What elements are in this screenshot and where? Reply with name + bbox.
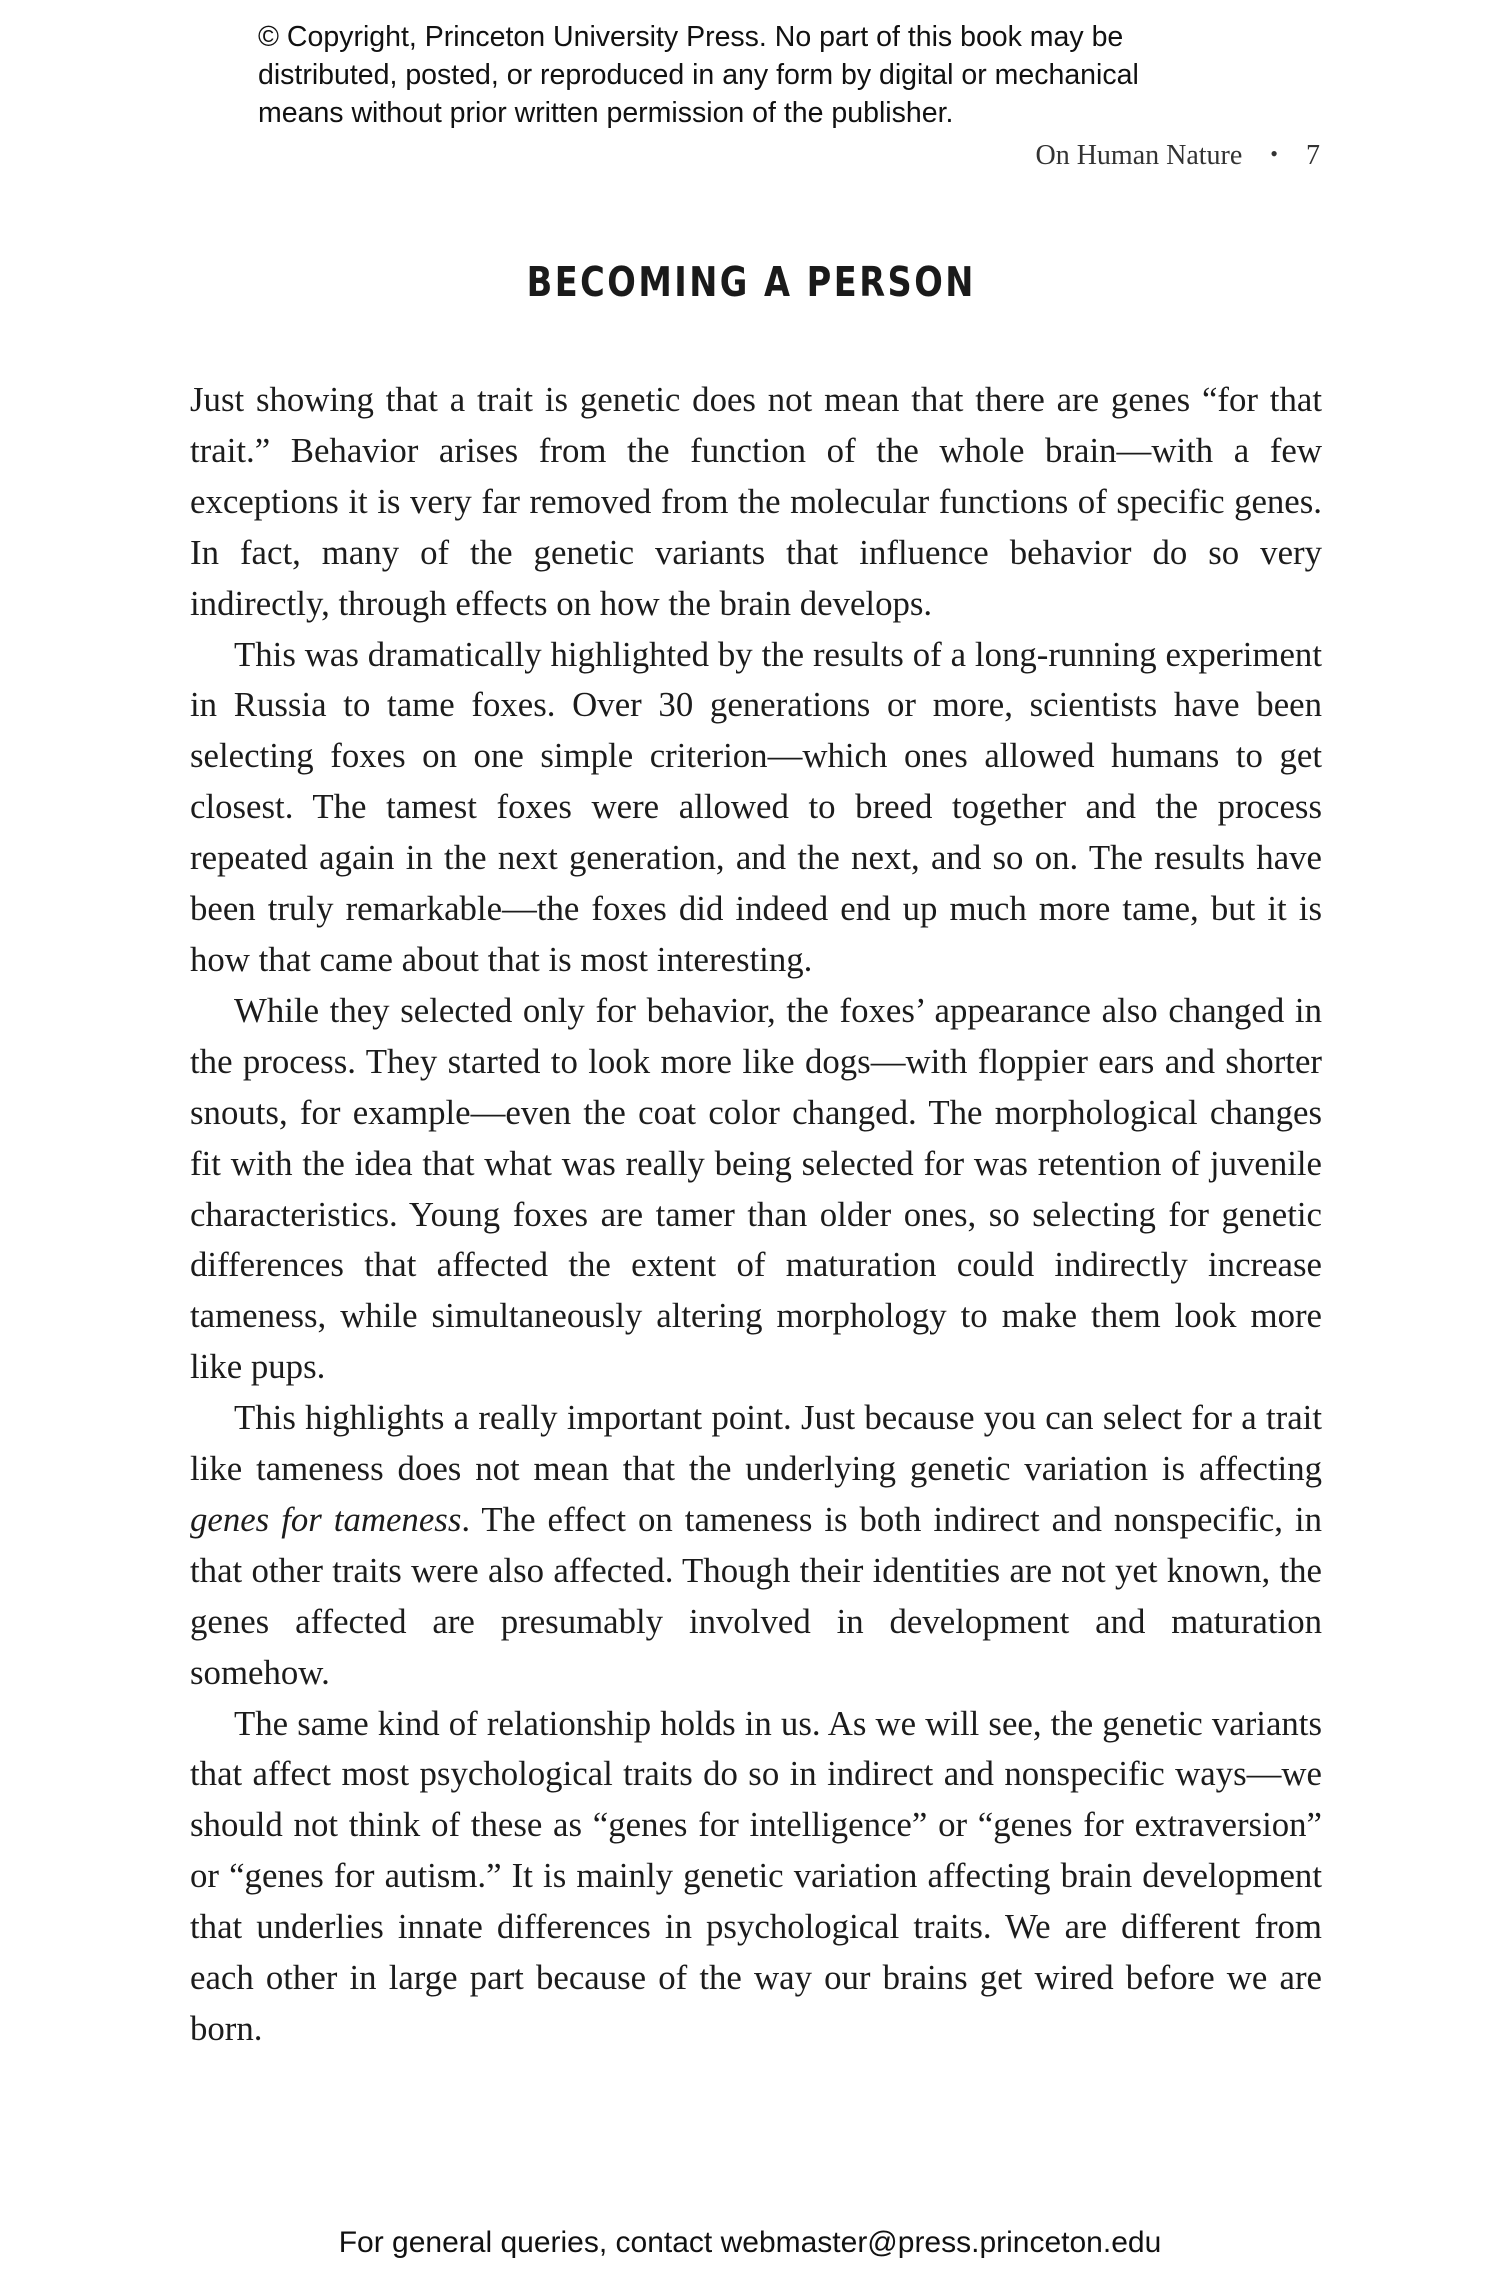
copyright-line-1: © Copyright, Princeton University Press. No part of this book may be <box>258 21 1124 53</box>
paragraph-3: While they selected only for behavior, the foxes’ appearance also changed in the process. They started to look more like dogs—with floppier ears and shorter snouts, for example—even the coat color changed. The morphological changes fit with the idea that what was really being selected for was retention of juvenile characteristics. Young foxes are tamer than older ones, so selecting for genetic differences that affected the extent of maturation could indirectly increase tameness, while simultaneously altering morphology to make them look more like pups. <box>190 990 1322 1387</box>
paragraph-4-emphasis: genes for tameness <box>190 1499 462 1539</box>
bullet-separator: • <box>1270 141 1278 166</box>
section-title: BECOMING A PERSON <box>526 258 976 306</box>
footer-contact: For general queries, contact webmaster@press.princeton.edu <box>338 2226 1162 2259</box>
page-number: 7 <box>1306 140 1320 171</box>
paragraph-2: This was dramatically highlighted by the results of a long-running experiment in Russia to tame foxes. Over 30 generations or more, scientists have been selecting foxes on one simple criterion—which ones allowed humans to get closest. The tamest foxes were allowed to breed together and the process repeated again in the next generation, and the next, and so on. The results have been truly remarkable—the foxes did indeed end up much more tame, but it is how that came about that is most interesting. <box>190 634 1322 979</box>
paragraph-5: The same kind of relationship holds in us. As we will see, the genetic variants that affect most psychological traits do so in indirect and nonspecific ways—we should not think of these as “genes for intelligence” or “genes for extraversion” or “genes for autism.” It is mainly genetic variation affecting brain development that underlies innate differences in psychological traits. We are different from each other in large part because of the way our brains get wired before we are born. <box>190 1703 1322 2048</box>
copyright-line-3: means without prior written permission of the publisher. <box>258 97 954 129</box>
paragraph-1: Just showing that a trait is genetic does not mean that there are genes “for that trait.” Behavior arises from the function of the whole brain—with a few exceptions it is very far removed from the molecular functions of specific genes. In fact, many of the genetic variants that influence behavior do so very indirectly, through effects on how the brain develops. <box>190 380 1322 623</box>
running-title: On Human Nature <box>1035 140 1243 171</box>
copyright-line-2: distributed, posted, or reproduced in any form by digital or mechanical <box>258 59 1139 91</box>
paragraph-4-text-b: . The effect on tameness is both indirect and nonspecific, in that other traits were also affected. Though their identities are not yet known, the genes affected are presumably involved in development and maturation somehow. <box>190 1499 1322 1692</box>
paragraph-4-text-a: This highlights a really important point. Just because you can select for a trait like tameness does not mean that the underlying genetic variation is affecting <box>190 1398 1322 1489</box>
copyright-notice <box>258 18 1258 132</box>
paragraph-4 <box>190 1393 1322 1698</box>
running-head <box>1035 140 1320 172</box>
body-text <box>190 375 1322 2055</box>
